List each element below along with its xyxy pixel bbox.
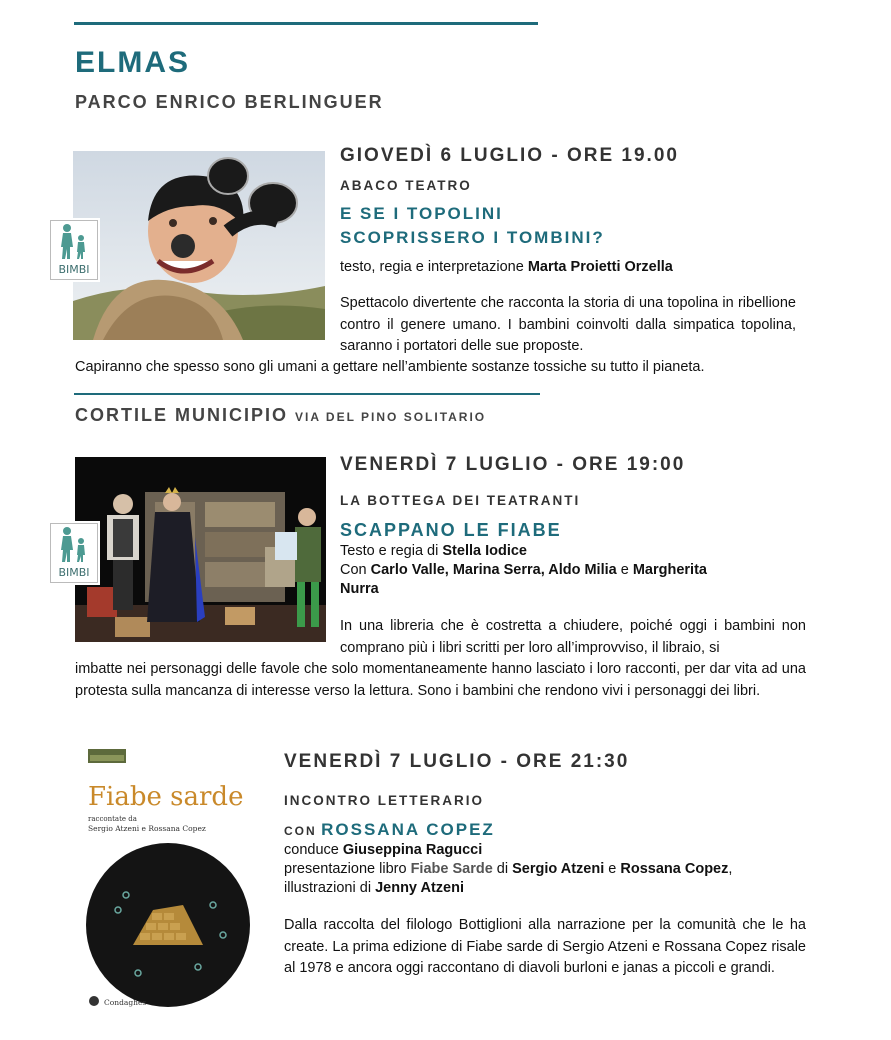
section-divider [74, 393, 540, 395]
event3-type: INCONTRO LETTERARIO [284, 793, 484, 808]
event3-l1-name: Giuseppina Ragucci [342, 842, 483, 858]
event2-credits-l2-and: e [620, 562, 629, 578]
event2-date: VENERDÌ 7 LUGLIO - ORE 19:00 [340, 454, 686, 475]
event3-con: CON [284, 824, 317, 838]
book-subtitle1: raccontate da [88, 815, 137, 823]
book-cover-art [78, 745, 258, 1015]
bimbi-label: BIMBI [58, 263, 90, 276]
event3-guest: ROSSANA COPEZ [321, 820, 495, 839]
event1-photo [73, 151, 325, 340]
event2-credits-l2-names-b: Margherita [632, 562, 707, 578]
children-icon [51, 524, 97, 564]
event3-l2-book: Fiabe Sarde [410, 861, 493, 877]
event2-credits-l3: Nurra [340, 581, 379, 597]
children-icon [51, 221, 97, 261]
venue2-title [75, 405, 486, 426]
event2-company: LA BOTTEGA DEI TEATRANTI [340, 493, 581, 508]
event2-credits-l2-names-a: Carlo Valle, Marina Serra, Aldo Milia [370, 562, 617, 578]
bimbi-badge-2 [50, 523, 98, 583]
top-divider [74, 22, 538, 25]
event1-credits-name: Marta Proietti Orzella [527, 259, 673, 275]
event3-l2-comma: , [728, 861, 733, 877]
event3-l2-author2: Rossana Copez [620, 861, 729, 877]
event1-date: GIOVEDÌ 6 LUGLIO - ORE 19.00 [340, 145, 679, 166]
book-publisher: Condaghes [104, 998, 147, 1007]
book-subtitle2: Sergio Atzeni e Rossana Copez [88, 824, 206, 833]
event2-description: In una libreria che è costretta a chiudere, poiché oggi i bambini non comprano più i libri scritti per loro all’improvviso, il libraio, si [340, 618, 806, 656]
event1-title [340, 202, 605, 250]
book-title: Fiabe sarde [88, 782, 244, 812]
event2-description-continued: imbatte nei personaggi delle favole che solo momentaneamente hanno lasciato i loro racconti, per dar vita ad una protesta sulla mancanza di interesse verso la lettura. Sono i bambini che rendono vivi i personaggi dei libri. [75, 661, 806, 699]
event1-description-continued: Capiranno che spesso sono gli umani a gettare nell’ambiente sostanze tossiche su tutto il pianeta. [75, 359, 705, 375]
stage-actors-image [75, 457, 326, 642]
venue-title: PARCO ENRICO BERLINGUER [75, 92, 384, 112]
venue2-name: CORTILE MUNICIPIO [75, 405, 288, 425]
event3-l2-di: di [496, 861, 509, 877]
event1-company: ABACO TEATRO [340, 178, 472, 193]
event3-description: Dalla raccolta del filologo Bottiglioni alla narrazione per la comunità che le ha create. La prima edizione di Fiabe sarde di Sergio Atzeni e Rossana Copez risale al 1978 e ancora oggi raccontano di diavoli burloni e janas a piccoli e grandi. [284, 917, 806, 976]
event3-credits [284, 841, 804, 898]
event2-credits-l1-prefix: Testo e regia di [340, 543, 439, 559]
venue2-address: VIA DEL PINO SOLITARIO [295, 410, 487, 424]
bimbi-badge [50, 220, 98, 280]
event2-credits-l1-name: Stella Iodice [442, 543, 527, 559]
book-cover [78, 745, 258, 1015]
event3-guest-line [284, 818, 495, 842]
town-title: ELMAS [75, 46, 190, 79]
event1-credits-prefix: testo, regia e interpretazione [340, 259, 524, 275]
event2-credits [340, 542, 707, 599]
event2-credits-l2-prefix: Con [340, 562, 367, 578]
event1-description: Spettacolo divertente che racconta la storia di una topolina in ribellione contro il genere umano. I bambini coinvolti dalla simpatica topolina, saranno i portatori delle sue proposte. [340, 295, 796, 354]
event1-credits [340, 258, 673, 277]
mouse-actor-image [73, 151, 325, 340]
event1-title-line1: E SE I TOPOLINI [340, 204, 503, 223]
event3-l2-e: e [608, 861, 617, 877]
event3-l3-prefix: illustrazioni di [284, 880, 372, 896]
event3-l3-name: Jenny Atzeni [375, 880, 464, 896]
event3-l2-prefix: presentazione libro [284, 861, 407, 877]
event2-photo [75, 457, 326, 642]
event2-title: SCAPPANO LE FIABE [340, 520, 562, 540]
bimbi-label: BIMBI [58, 566, 90, 579]
event3-date: VENERDÌ 7 LUGLIO - ORE 21:30 [284, 751, 630, 772]
event1-title-line2: SCOPRISSERO I TOMBINI? [340, 228, 605, 247]
event3-l2-author1: Sergio Atzeni [512, 861, 605, 877]
event3-l1-prefix: conduce [284, 842, 339, 858]
